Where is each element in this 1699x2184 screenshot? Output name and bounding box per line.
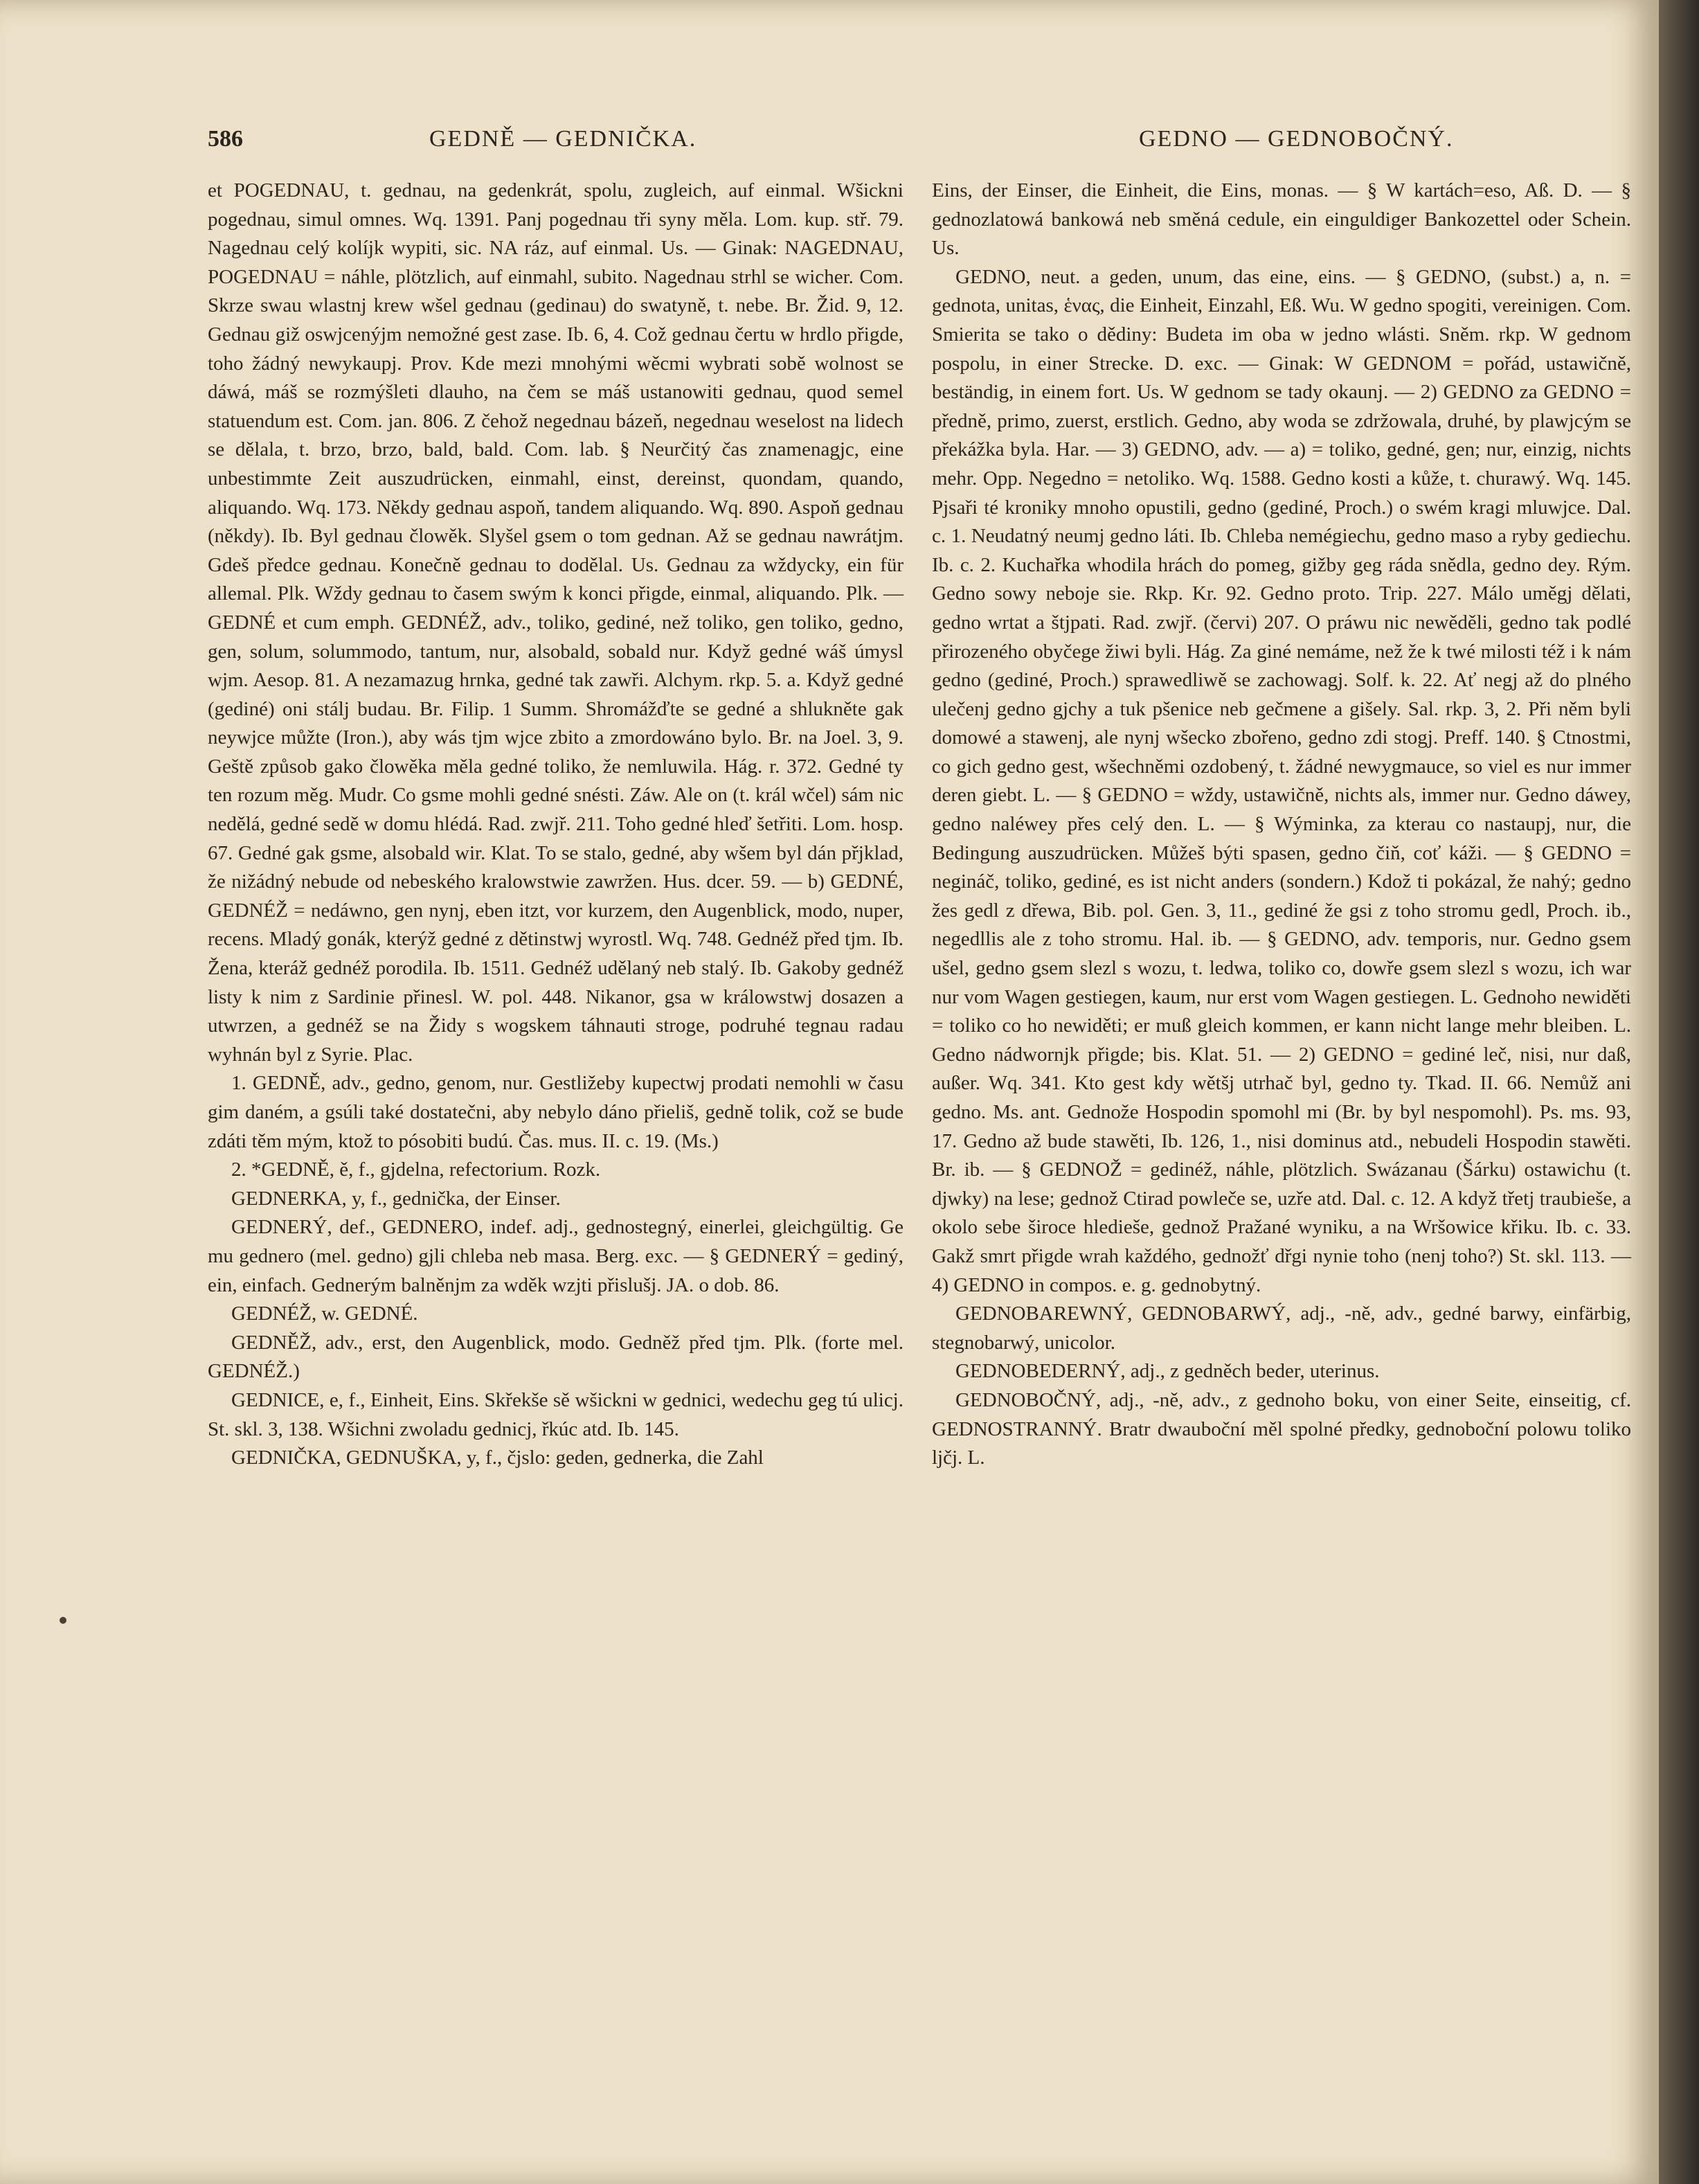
right-running-head: GEDNO — GEDNOBOČNÝ.	[1139, 126, 1454, 152]
entry-paragraph: GEDNĚŽ, adv., erst, den Augenblick, modo. Gedněž před tjm. Plk. (forte mel. GEDNÉŽ.)	[208, 1331, 904, 1383]
entry-paragraph: GEDNIČKA, GEDNUŠKA, y, f., čjslo: geden, gednerka, die Zahl	[231, 1447, 764, 1469]
page-header	[208, 126, 1572, 161]
entry-paragraph: Eins, der Einser, die Einheit, die Eins, monas. — § W kartách=eso, Aß. D. — § gednozlatowá bankowá neb směná cedule, ein einguldiger Bankozettel oder Schein. Us.	[932, 179, 1631, 260]
entry-paragraph: et POGEDNAU, t. gednau, na gedenkrát, spolu, zugleich, auf einmal. Wšickni pogednau, simul omnes. Wq. 1391. Panj pogednau tři syny měla. Lom. kup. stř. 79. Nagednau celý kolíjk wypiti, sic. NA ráz, auf einmal. Us. — Ginak: NAGEDNAU, POGEDNAU = náhle, plötzlich, auf einmahl, subito. Nagednau strhl se wicher. Com. Skrze swau wlastnj krew wšel gednau (gedinau) do swatyně, t. nebe. Br. Žid. 9, 12. Gednau giž oswjcenýjm nemožné gest zase. Ib. 6, 4. Což gednau čertu w hrdlo přigde, toho žádný newykaupj. Prov. Kde mezi mnohými wěcmi wybrati sobě wolnost se dáwá, máš se rozmýšleti dlauho, na čem se máš ustanowiti gednau, quod semel statuendum est. Com. jan. 806. Z čehož negednau bázeň, negednau weselost na lidech se dělala, t. brzo, brzo, bald, bald. Com. lab. § Neurčitý čas znamenagjc, eine unbestimmte Zeit auszudrücken, einmahl, einst, dereinst, quondam, quando, aliquando. Wq. 173. Někdy gednau aspoň, tandem aliquando. Wq. 890. Aspoň gednau (někdy). Ib. Byl gednau člowěk. Slyšel gsem o tom gednan. Až se gednau nawrátjm. Gdeš předce gednau. Konečně gednau to dodělal. Us. Gednau za wždycky, ein für allemal. Plk. Wždy gednau to časem swým k konci přigde, einmal, aliquando. Plk. — GEDNÉ et cum emph. GEDNÉŽ, adv., toliko, gediné, než toliko, gen toliko, gedno, gen, solum, solummodo, tantum, nur, alsobald, sobald nur. Když gedné wáš úmysl wjm. Aesop. 81. A nezamazug hrnka, gedné tak zawři. Alchym. rkp. 5. a. Když gedné (gediné) oni stálj budau. Br. Filip. 1 Summ. Shromážďte se gedné a shlukněte gak neywjce můžte (Iron.), aby wás tjm wjce zbito a zmordowáno bylo. Br. na Joel. 3, 9. Geště způsob gako člowěka měla gedné toliko, že nemluwila. Hág. r. 372. Gedné ty ten rozum měg. Mudr. Co gsme mohli gedné snésti. Záw. Ale on (t. král wčel) sám nic nedělá, gedné sedě w domu hlédá. Rad. zwjř. 211. Toho gedné hleď šetřiti. Lom. hosp. 67. Gedné gak gsme, alsobald wir. Klat. To se stalo, gedné, aby wšem byl dán přjklad, že nižádný nebude od nebeského kralowstwie zawržen. Hus. dcer. 59. — b) GEDNÉ, GEDNÉŽ = nedáwno, gen nynj, eben itzt, vor kurzem, den Augenblick, modo, nuper, recens. Mladý gonák, kterýž gedné z dětinstwj wyrostl. Wq. 748. Gednéž před tjm. Ib. Žena, kteráž gednéž porodila. Ib. 1511. Gednéž udělaný neb stalý. Ib. Gakoby gednéž listy k nim z Sardinie přinesl. W. pol. 448. Nikanor, gsa w králowstwj dosazen a utwrzen, a gednéž se na Židy s wogskem táhnauti stroge, podruhé tegnau radau wyhnán byl z Syrie. Plac.	[208, 179, 904, 1066]
entry-paragraph: GEDNERÝ, def., GEDNERO, indef. adj., gednostegný, einerlei, gleichgültig. Ge mu gednero (mel. gedno) gjli chleba neb masa. Berg. exc. — § GEDNERÝ = gediný, ein, einfach. Gednerým balněnjm za wděk wzjti přislušj. JA. o dob. 86.	[208, 1216, 904, 1296]
left-column	[208, 177, 904, 1473]
entry-paragraph: GEDNOBOČNÝ, adj., -ně, adv., z gednoho boku, von einer Seite, einseitig, cf. GEDNOSTRANNÝ. Bratr dwauboční měl spolné předky, gednoboční polowu toliko ljčj. L.	[932, 1388, 1631, 1469]
right-column	[932, 177, 1631, 1473]
margin-dot	[60, 1617, 66, 1624]
page-number: 586	[208, 126, 243, 152]
entry-paragraph: GEDNO, neut. a geden, unum, das eine, eins. — § GEDNO, (subst.) a, n. = gednota, unitas, ἑνας, die Einheit, Einzahl, Eß. Wu. W gedno spogiti, vereinigen. Com. Smierita se tako o dědiny: Budeta im oba w jedno wlásti. Sněm. rkp. W gednom pospolu, in einer Strecke. D. exc. — Ginak: W GEDNOM = pořád, ustawičně, beständig, in einem fort. Us. W gednom se tady okaunj. — 2) GEDNO za GEDNO = předně, primo, zuerst, erstlich. Gedno, aby woda se zdržowala, druhé, by plawjcým se překážka byla. Har. — 3) GEDNO, adv. — a) = toliko, gedné, gen; nur, einzig, nichts mehr. Opp. Negedno = netoliko. Wq. 1588. Gedno kosti a kůže, t. churawý. Wq. 145. Pjsaři té kroniky mnoho opustili, gedno (gediné, Proch.) o swém kragi mluwjce. Dal. c. 1. Neudatný neumj gedno láti. Ib. Chleba nemégiechu, gedno maso a ryby gediechu. Ib. c. 2. Kuchařka whodila hrách do pomeg, gižby geg ráda snědla, gedno dey. Rým. Gedno sowy neboje sie. Rkp. Kr. 92. Gedno proto. Trip. 227. Málo uměgj dělati, gedno wrtat a štjpati. Rad. zwjř. (červi) 207. O práwu nic newěděli, gedno tak podlé přirozeného obyčege žiwi byli. Hág. Za giné nemáme, než že k twé milosti též i k nám gedno (gediné, Proch.) sprawedliwě se zachowagj. Solf. k. 22. Ať negj až do plného ulečenj gedno gjchy a tuk pšenice neb gečmene a gišely. Sal. rkp. 3, 2. Při něm byli domowé a stawenj, ale nynj wšecko zbořeno, gedno zdi stogj. Preff. 140. § Ctnostmi, co gich gedno gest, wšechněmi ozdobený, t. žádné newygmauce, so viel es nur immer deren giebt. L. — § GEDNO = wždy, ustawičně, nichts als, immer nur. Gedno dáwey, gedno naléwey přes celý den. L. — § Wýminka, za kterau co nastaupj, nur, die Bedingung auszudrücken. Můžeš býti spasen, gedno čiň, coť káži. — § GEDNO = negináč, toliko, gediné, es ist nicht anders (sondern.) Kdož ti pokázal, že nahý; gedno žes gedl z dřewa, Bib. pol. Gen. 3, 11., gediné že gsi z toho stromu gedl, Proch. ib., negedllis ale z toho stromu. Hal. ib. — § GEDNO, adv. temporis, nur. Gedno gsem ušel, gedno gsem slezl s wozu, t. ledwa, toliko co, dowře gsem slezl s wozu, ich war nur vom Wagen gestiegen, kaum, nur erst vom Wagen gestiegen. L. Gednoho newiděti = toliko co ho newiděti; er muß gleich kommen, er kann nicht lange mehr bleiben. L. Gedno nádwornjk přigde; bis. Klat. 51. — 2) GEDNO = gediné leč, nisi, nur daß, außer. Wq. 341. Kto gest kdy wětšj utrhač byl, gedno ty. Tkad. II. 66. Nemůž ani gedno. Ms. ant. Gednože Hospodin spomohl mi (Br. by byl nespomohl). Ps. ms. 93, 17. Gedno až bude stawěti, Ib. 126, 1., nisi dominus atd., nebudeli Hospodin stawěti. Br. ib. — § GEDNOŽ = gedinéž, náhle, plötzlich. Swázanau (Šárku) ostawichu (t. djwky) na lese; gednož Ctirad powleče se, uzře atd. Dal. c. 12. A když třetj traubieše, a okolo sebe široce hledieše, gednož Pražané wyniku, a na Wršowice křiku. Ib. c. 33. Gakž smrt přigde wrah každého, gednožť dřgi nynie toho (nenj toho?) St. skl. 113. — 4) GEDNO in compos. e. g. gednobytný.	[932, 265, 1631, 1296]
left-running-head: GEDNĚ — GEDNIČKA.	[429, 126, 697, 152]
book-binding-edge	[1659, 0, 1699, 2184]
entry-paragraph: 1. GEDNĚ, adv., gedno, genom, nur. Gestližeby kupectwj prodati nemohli w času gim daném, a gsúli také dostatečni, aby nebylo dáno přieliš, gedně tolik, což se bude zdáti těm mým, ktož to pósobiti budú. Čas. mus. II. c. 19. (Ms.)	[208, 1072, 904, 1152]
entry-paragraph: 2. *GEDNĚ, ě, f., gjdelna, refectorium. Rozk.	[231, 1158, 601, 1181]
entry-paragraph: GEDNÉŽ, w. GEDNÉ.	[231, 1303, 418, 1325]
entry-paragraph: GEDNOBEDERNÝ, adj., z gedněch beder, uterinus.	[955, 1360, 1380, 1383]
entry-paragraph: GEDNOBAREWNÝ, GEDNOBARWÝ, adj., -ně, adv., gedné barwy, einfärbig, stegnobarwý, unicolor.	[932, 1303, 1631, 1354]
entry-paragraph: GEDNICE, e, f., Einheit, Eins. Skřekše sě wšickni w gednici, wedechu geg tú ulicj. St. skl. 3, 138. Wšichni zwoladu gednicj, řkúc atd. Ib. 145.	[208, 1388, 904, 1440]
entry-paragraph: GEDNERKA, y, f., gednička, der Einser.	[231, 1187, 561, 1210]
